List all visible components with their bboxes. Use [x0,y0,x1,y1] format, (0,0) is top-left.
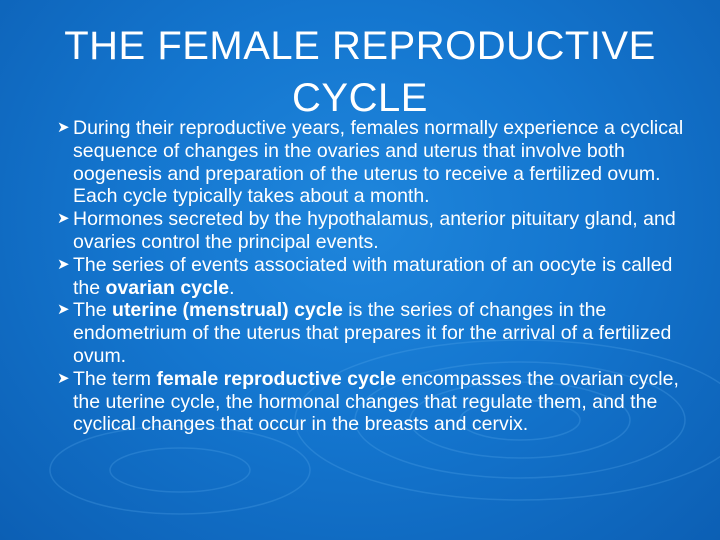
bullet-text [73,254,687,300]
arrowhead-bullet-icon: ➤ [57,119,70,136]
bullet-text [73,208,687,254]
bullet-text [73,117,687,208]
bullet-text-segment: is the series of changes in the endometrium of the uterus that prepares it for the arrival of a fertilized ovum. [73,299,672,367]
key-term: uterine (menstrual) cycle [112,299,343,322]
bullet-item [57,368,687,436]
arrowhead-bullet-icon: ➤ [57,301,70,319]
bullet-list [57,117,687,436]
bullet-text-segment: During their reproductive years, females normally experience a cyclical sequence of changes in the ovaries and uterus that involve both oogenesis and preparation of the uterus to receive a fertilized ovum. Each cycle typically takes about a month. [73,117,684,208]
bullet-text [73,299,687,367]
bullet-text [73,368,687,436]
bullet-item [57,299,687,367]
key-term: ovarian cycle [105,276,230,299]
arrowhead-bullet-icon: ➤ [57,210,70,228]
bullet-item [57,208,687,254]
bullet-text-segment: Hormones secreted by the hypothalamus, anterior pituitary gland, and ovaries control the principal events. [73,208,676,253]
bullet-text-segment: The series of events associated with maturation of an oocyte is called the [73,253,673,299]
bullet-text-segment: encompasses the ovarian cycle, the uterine cycle, the hormonal changes that regulate them, and the cyclical changes that occur in the breasts and cervix. [73,367,679,436]
key-term: female reproductive cycle [156,367,396,390]
bullet-item [57,254,687,300]
bullet-text-segment: . [229,276,235,299]
arrowhead-bullet-icon: ➤ [57,369,70,387]
bullet-item [57,117,687,208]
slide-title: THE FEMALE REPRODUCTIVE CYCLE [64,24,656,120]
bullet-text-segment: The term [73,367,157,390]
arrowhead-bullet-icon: ➤ [57,255,70,273]
bullet-text-segment: The [73,299,113,322]
